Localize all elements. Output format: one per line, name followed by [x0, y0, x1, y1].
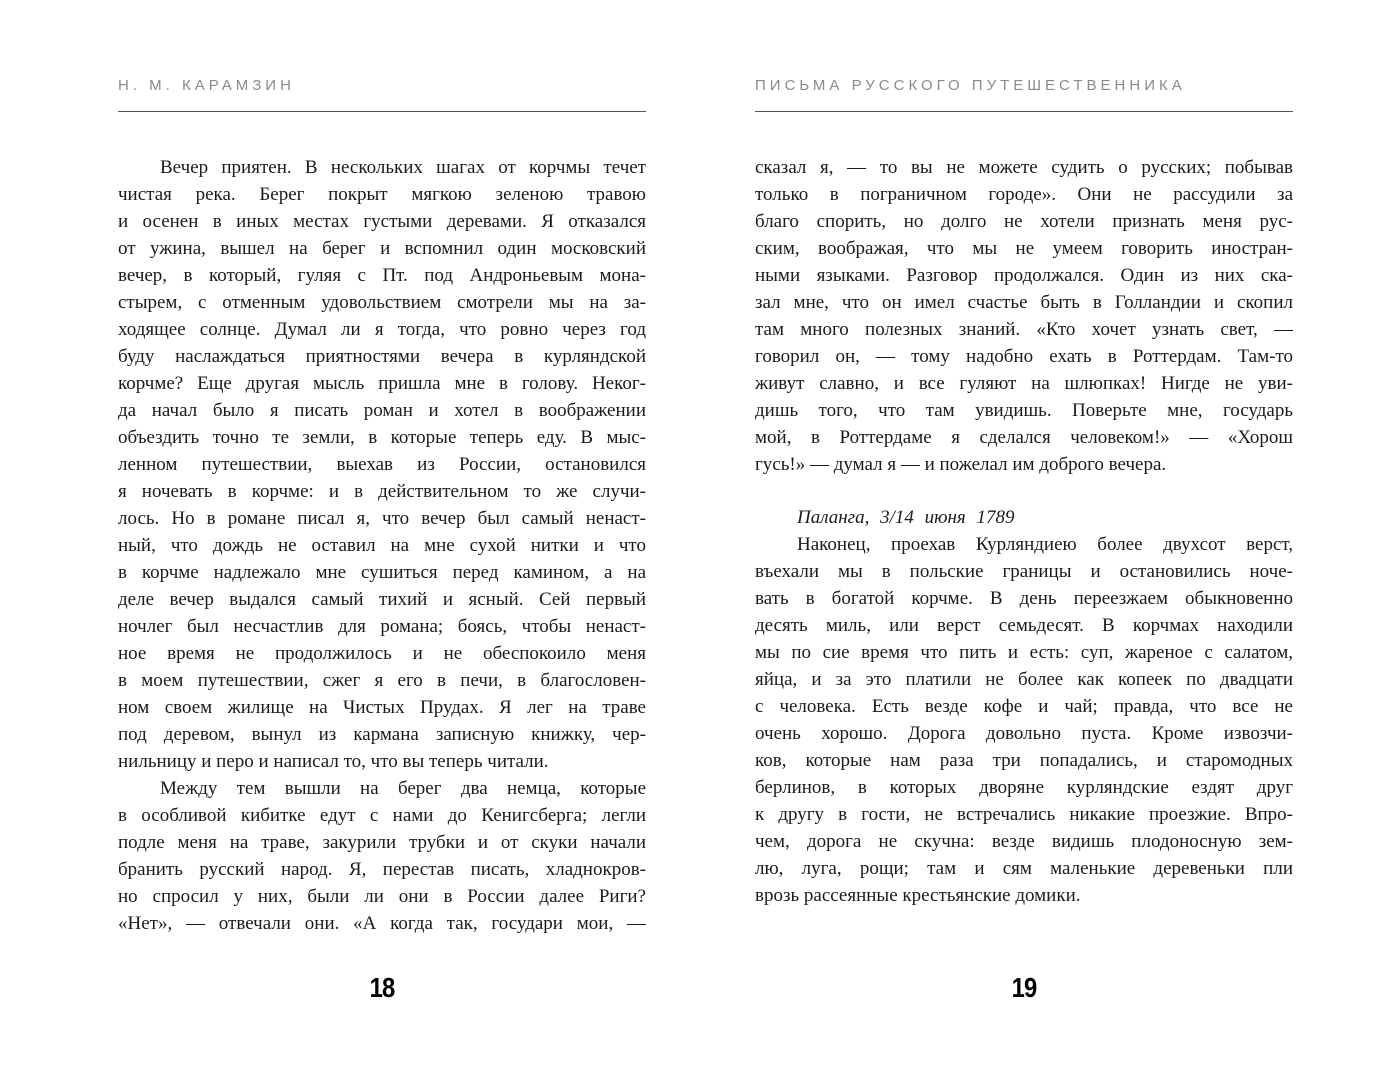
text-line: ными языками. Разговор продолжался. Один из них ска-: [755, 265, 1293, 286]
text-line: к другу в гости, не встречались никакие проезжие. Впро-: [755, 804, 1293, 825]
text-line: «Нет», — отвечали они. «А когда так, государи мои, —: [118, 913, 646, 934]
text-line: в особливой кибитке едут с нами до Кенигсберга; легли: [118, 805, 646, 826]
text-line: сказал я, — то вы не можете судить о русских; побывав: [755, 157, 1293, 178]
text-line: от ужина, вышел на берег и вспомнил один московский: [118, 238, 646, 259]
text-line: нильницу и перо и написал то, что вы теперь читали.: [118, 751, 549, 772]
text-line: въехали мы в польские границы и остановились ноче-: [755, 561, 1293, 582]
text-line: подле меня на траве, закурили трубки и от скуки начали: [118, 832, 646, 853]
text-line: ленном путешествии, выехав из России, остановился: [118, 454, 646, 475]
header-rule: [118, 111, 646, 112]
text-line: врозь рассеянные крестьянские домики.: [755, 885, 1081, 906]
page-number-right: 19: [1011, 972, 1037, 1003]
text-line: очень хорошо. Дорога довольно пуста. Кроме извозчи-: [755, 723, 1293, 744]
text-line: в корчме надлежало мне сушиться перед камином, а на: [118, 562, 646, 583]
text-line: чем, дорога не скучна: везде видишь плодоносную зем-: [755, 831, 1293, 852]
paragraph: [755, 154, 1293, 478]
text-line: только в пограничном городе». Они не рассудили за: [755, 184, 1293, 205]
running-header-book-title: ПИСЬМА РУССКОГО ПУТЕШЕСТВЕННИКА: [755, 77, 1186, 94]
text-line: зал мне, что он имел счастье быть в Голландии и скопил: [755, 292, 1293, 313]
text-line: буду наслаждаться приятностями вечера в курляндской: [118, 346, 646, 367]
text-line: Вечер приятен. В нескольких шагах от корчмы течет: [160, 157, 646, 178]
paragraph: [755, 531, 1293, 909]
page-body-right: [755, 154, 1293, 909]
text-line: ном своем жилище на Чистых Прудах. Я лег на траве: [118, 697, 646, 718]
left-page: [118, 0, 646, 1080]
text-line: говорил он, — тому надобно ехать в Роттердам. Там-то: [755, 346, 1293, 367]
text-line: десять миль, или верст семьдесят. В корчмах находили: [755, 615, 1293, 636]
text-line: бранить русский народ. Я, перестав писать, хладнокров-: [118, 859, 646, 880]
text-line: Наконец, проехав Курляндиею более двухсот верст,: [797, 534, 1293, 555]
page-body-left: [118, 154, 646, 937]
text-line: вечер, в который, гуляя с Пт. под Андроньевым мона-: [118, 265, 646, 286]
text-line: ное время не продолжилось и не обеспокоило меня: [118, 643, 646, 664]
text-line: в моем путешествии, сжег я его в печи, в благословен-: [118, 670, 646, 691]
text-line: живут славно, и все гуляют на шлюпках! Нигде не уви-: [755, 373, 1293, 394]
text-line: объездить точно те земли, в которые теперь еду. В мыс-: [118, 427, 646, 448]
text-line: деле вечер выдался самый тихий и ясный. Сей первый: [118, 589, 646, 610]
text-line: Паланга, 3/14 июня 1789: [797, 507, 1015, 528]
header-rule: [755, 111, 1293, 112]
text-line: благо спорить, но долго не хотели признать меня рус-: [755, 211, 1293, 232]
text-line: под деревом, вынул из кармана записную книжку, чер-: [118, 724, 646, 745]
text-line: яйца, и за это платили не более как копеек по двадцати: [755, 669, 1293, 690]
text-line: но спросил у них, были ли они в России далее Риги?: [118, 886, 646, 907]
text-line: стырем, с отменным удовольствием смотрели мы на за-: [118, 292, 646, 313]
text-line: с человека. Есть везде кофе и чай; правда, что все не: [755, 696, 1293, 717]
dateline-heading: [755, 504, 1293, 531]
page-number-left: 18: [369, 972, 395, 1003]
text-line: мы по сие время что пить и есть: суп, жареное с салатом,: [755, 642, 1293, 663]
text-line: дишь того, что там увидишь. Поверьте мне, государь: [755, 400, 1293, 421]
text-line: гусь!» — думал я — и пожелал им доброго вечера.: [755, 454, 1167, 475]
text-line: Между тем вышли на берег два немца, которые: [160, 778, 646, 799]
text-line: чистая река. Берег покрыт мягкою зеленою травою: [118, 184, 646, 205]
paragraph: [118, 154, 646, 775]
text-line: корчме? Еще другая мысль пришла мне в голову. Неког-: [118, 373, 646, 394]
text-line: ночлег был несчастлив для романа; боясь, чтобы ненаст-: [118, 616, 646, 637]
text-line: ходящее солнце. Думал ли я тогда, что ровно через год: [118, 319, 646, 340]
right-page: [755, 0, 1293, 1080]
text-line: и осенен в иных местах густыми деревами. Я отказался: [118, 211, 646, 232]
text-line: вать в богатой корчме. В день переезжаем обыкновенно: [755, 588, 1293, 609]
text-line: я ночевать в корчме: и в действительном то же случи-: [118, 481, 646, 502]
text-line: берлинов, в которых дворяне курляндские ездят друг: [755, 777, 1293, 798]
text-line: ским, воображая, что мы не умеем говорить иностран-: [755, 238, 1293, 259]
text-line: ков, которые нам раза три попадались, и старомодных: [755, 750, 1293, 771]
text-line: там много полезных знаний. «Кто хочет узнать свет, —: [755, 319, 1293, 340]
text-line: лось. Но в романе писал я, что вечер был самый ненаст-: [118, 508, 646, 529]
text-line: ный, что дождь не оставил на мне сухой нитки и что: [118, 535, 646, 556]
text-line: лю, луга, рощи; там и сям маленькие деревеньки пли: [755, 858, 1293, 879]
paragraph: [118, 775, 646, 937]
text-line: да начал было я писать роман и хотел в воображении: [118, 400, 646, 421]
running-header-author: Н. М. КАРАМЗИН: [118, 77, 295, 94]
text-line: мой, в Роттердаме я сделался человеком!» — «Хорош: [755, 427, 1293, 448]
